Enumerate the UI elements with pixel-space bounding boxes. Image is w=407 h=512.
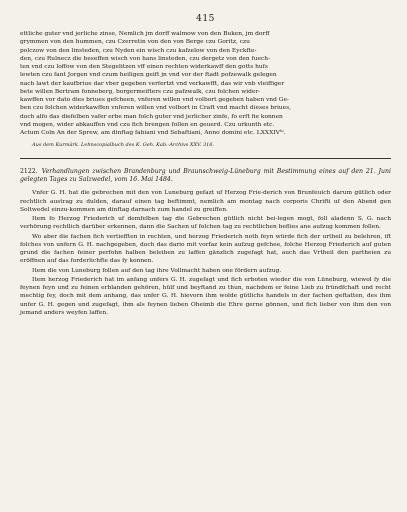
text-line: doch alfo das diefelben vafer erbe man folch guter vnd jerlicher zinfe, fo erft fie konnen <box>20 113 283 120</box>
text-line: lewten czu fant Jorgen vnd czum heiligen geift jn vnd vor der ftadt pofzewalk gelegen <box>20 72 277 79</box>
text-line: polczow von den linsteden, czu Nyden ein wisch czu kafzelow von den Eyckfte- <box>20 47 257 54</box>
paragraph: Item die von Luneburg follen auf den tag ihre Vollmacht haben one fördern aufzug. <box>32 267 282 274</box>
text-line: vnd mogen, wider abkauffen vnd czu fich brengen follen en geuerd. Czu urkunth etc. <box>20 121 275 128</box>
document-body <box>20 189 391 317</box>
document-title: Verhandlungen zwischen Brandenburg und Braunschweig-Lüneburg mit Bestimmung eines auf den 21. Juni gelegten Tages zu Salzwedel, vom 16. Mai 1484. <box>20 167 391 183</box>
text-line: ettliche guter vnd jerliche zinse, Nemlich jm dorff walmow von den Buken, jm dorff <box>20 31 270 37</box>
paragraph: Item herzog Friederich hat im anfang unfers G. H. zugefagt und fich erboten wieder die von Lüneburg, wiewol fy die feynen feyn und zu feinen erblanden gehören, hülf und beyftand zu thun, nachdem er feine Lieb zu fründfchaft und recht mechtig fey, doch mit dem anhang, das unfer G. H. hievorn ihm wolde gütlichs handels in der fachen geftatten, des ihm unfer G. H. gegen und zugefagt, ihm als feynen lieben Oheimb die Ehre gerne gönnen, und fich lieber von ihm den von jemand anders weyfen laffen. <box>20 276 391 316</box>
source-note: Aus dem Kurmärk. Lehnscopialbuch des K. Geh. Kab.-Archivs XXV. 316. <box>32 142 215 149</box>
paragraph: Wo aber die fachen fich vertiefften in rechten, und herzog Friederich noth feyn würde fich der urtheil zu belehren, ift folches von unfern G. H. nachgegeben, doch das dario mit vorfaz kein aufzug gefchee, folche Herzog Friederich auf guten grund die fachen feiner perfohn halben beleiben zu laffen gänzlich zugefagt hat, auch das Vrtheil den partheien zu eröffnen auf das forderlichfte das fy konnen. <box>20 233 391 265</box>
text-line: nach lawt der kaufbriue dar vber gegeben verfertzt vnd verkawfft, das wir vnb vleiffiger <box>20 80 285 87</box>
text-line: ben czu folchen widerkawffen vnferen willen vnd volbort in Craft vnd macht dieses briues, <box>20 105 291 112</box>
upper-text-block <box>20 30 391 150</box>
text-line: grymmen von den hummen, czu Czerretin von den von Berge czu Goritz, czu <box>20 39 250 46</box>
paragraph: Item fo Herzog Friederich uf demfelben tag die Gebrechen gütlich nicht bei-legen mogt, foll aladenn S. G. nach verhörung rechtlich darüber erkennen, dann die Sachen uf folchen tag zu rechtlichen beflies ane aufzug kommen follen. <box>20 216 391 231</box>
text-line: bete willen Bertram fonneberg, borgermeifters czu pafzwalk, czu folchen wider- <box>20 88 261 95</box>
page-number: 415 <box>196 14 215 24</box>
document-heading <box>20 168 391 185</box>
text-line: den, czu Rulnecz die beseffen wisch von hans linsteden, czu dergetz von den fuech- <box>20 55 271 62</box>
paragraph: Vnfer G. H. hat die gebrechen mit den von Luneburg gefazt uf Herzog Frie-derich von Brunfeuich darum gütlich oder rechtlich austrag zu dulden, darauf einen tag beftimmt, nemlich am montag nach corporis Chrifti uf den Abend gen Soltwedel einzu-kommen am dinftag darnach zum handel zu greiffen. <box>20 190 391 213</box>
text-line: ten vnd czu loffow von den Stegelitzen vff einen rechten widerkawff den gotts hufs <box>20 64 268 70</box>
text-line: Actum Coln An der Sprew, am dinftag fabiani vnd Sebaftiani, Anno domini etc. LXXXIVᵗᵒ. <box>20 130 286 136</box>
document-number: 2122. <box>20 167 38 175</box>
section-divider <box>20 158 391 159</box>
text-line: kawffen vor dato dies briues gefcheen, vnferen willen vnd volbort gegeben haben vnd Ge- <box>20 97 289 103</box>
